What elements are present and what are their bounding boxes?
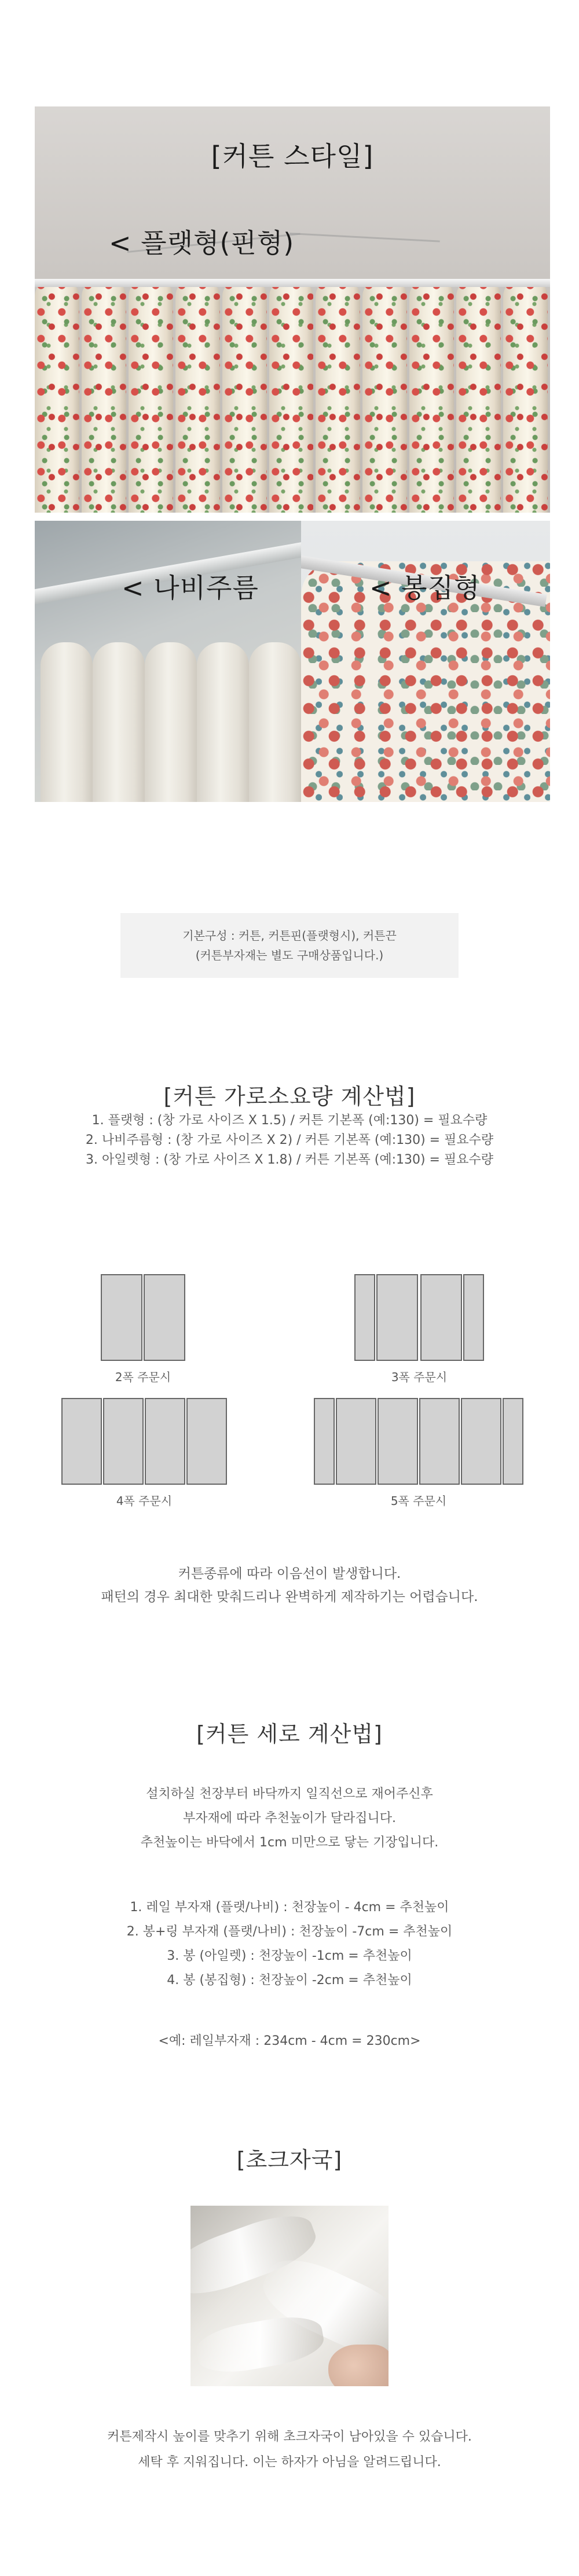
intro-line: 부자재에 따라 추천높이가 달라집니다.: [182, 1811, 396, 1826]
chalk-note-line: 세탁 후 지워집니다. 이는 하자가 아님을 알려드립니다.: [138, 2455, 441, 2470]
height-rule: 3. 봉 (아일렛) : 천장높이 -1cm = 추천높이: [167, 1949, 412, 1963]
ceiling-crack: [290, 233, 440, 242]
height-example: [0, 2030, 579, 2053]
curtain-rod: [35, 279, 550, 287]
intro-line: 설치하실 천장부터 바닥까지 일직선으로 재어주신후: [146, 1787, 433, 1801]
chalk-title: [초크자국]: [236, 2147, 343, 2173]
rod-pocket-photo: [301, 521, 550, 802]
diagram-label: 3폭 주문시: [391, 1370, 448, 1384]
components-line: 기본구성 : 커튼, 커튼핀(플랫형시), 커튼끈: [182, 929, 397, 943]
width-rule: 2. 나비주름형 : (창 가로 사이즈 X 2) / 커튼 기본폭 (예:130) = 필요수량: [85, 1133, 494, 1147]
chalk-note: [0, 2424, 579, 2475]
seam-note-line: 패턴의 경우 최대한 맞춰드리나 완벽하게 제작하기는 어렵습니다.: [101, 1589, 478, 1605]
butterfly-label: < 나비주름: [122, 572, 259, 603]
intro-line: 추천높이는 바닥에서 1cm 미만으로 닿는 기장입니다.: [140, 1835, 439, 1850]
example-line: <예: 레일부자재 : 234cm - 4cm = 230cm>: [158, 2034, 421, 2048]
diagram-label: 2폭 주문시: [115, 1370, 171, 1384]
diagram-label: 4폭 주문시: [116, 1494, 173, 1508]
height-rule: 4. 봉 (봉집형) : 천장높이 -2cm = 추천높이: [167, 1973, 412, 1988]
seam-note: [0, 1562, 579, 1609]
butterfly-pleat-photo: [35, 521, 301, 802]
hand: [328, 2345, 389, 2386]
curtain-pleats: [35, 280, 550, 513]
width-rule: 3. 아일렛형 : (창 가로 사이즈 X 1.8) / 커튼 기본폭 (예:130) = 필요수량: [86, 1153, 493, 1167]
basic-components-box: [120, 913, 459, 978]
curtain-style-title: [커튼 스타일]: [211, 141, 374, 172]
flat-type-label: < 플랫형(핀형): [109, 227, 295, 259]
accessories-note: (커튼부자재는 별도 구매상품입니다.): [195, 948, 384, 962]
height-rule: 2. 봉+링 부자재 (플랫/나비) : 천장높이 -7cm = 추천높이: [126, 1924, 453, 1939]
chalk-note-line: 커튼제작시 높이를 맞추기 위해 초크자국이 남아있을 수 있습니다.: [107, 2430, 472, 2444]
seam-note-line: 커튼종류에 따라 이음선이 발생합니다.: [178, 1566, 401, 1581]
width-calc-lines: [0, 1111, 579, 1170]
width-calc-title: [커튼 가로소요량 계산법]: [163, 1084, 416, 1109]
height-calc-intro: [0, 1782, 579, 1855]
height-calc-title: [커튼 세로 계산법]: [196, 1721, 383, 1747]
height-rule: 1. 레일 부자재 (플랫/나비) : 천장높이 - 4cm = 추천높이: [130, 1900, 449, 1915]
chalk-mark-photo: [190, 2206, 389, 2386]
flat-curtain-photo: [35, 106, 550, 513]
diagram-label: 5폭 주문시: [390, 1494, 447, 1508]
height-calc-rules: [0, 1896, 579, 1993]
rod-pocket-label: < 봉집형: [369, 572, 481, 603]
width-rule: 1. 플랫형 : (창 가로 사이즈 X 1.5) / 커튼 기본폭 (예:130) = 필요수량: [91, 1113, 488, 1128]
